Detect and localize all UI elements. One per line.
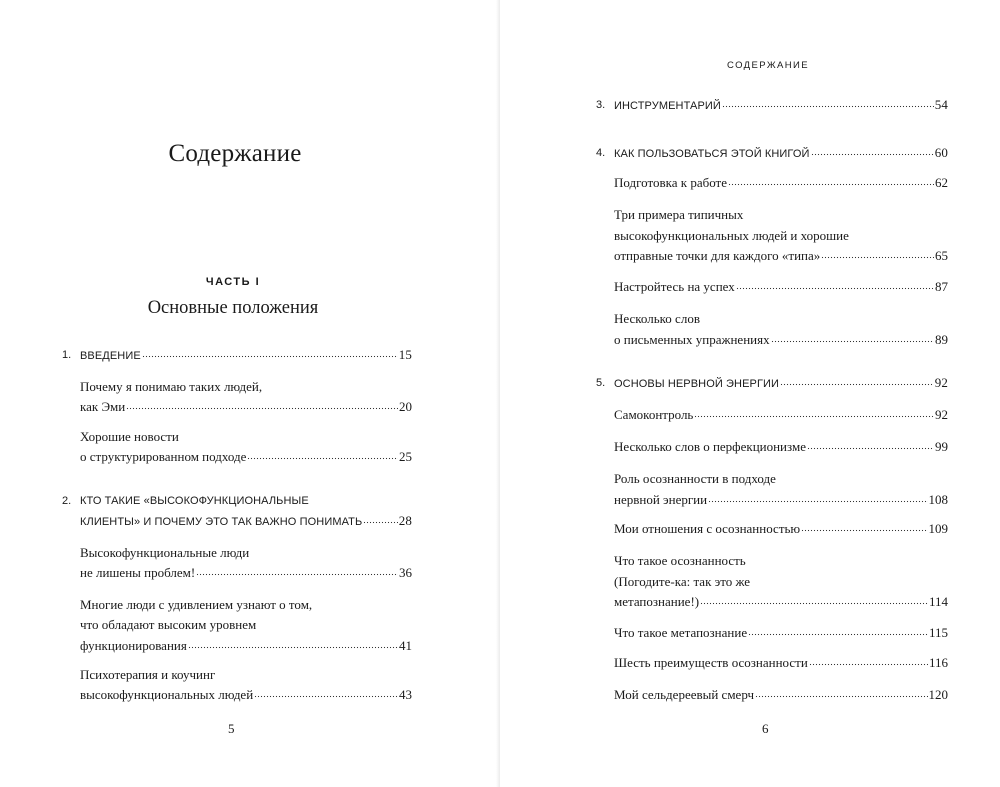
dot-leader	[736, 286, 934, 291]
dot-leader	[821, 255, 934, 260]
toc-entry-line: Психотерапия и коучинг	[80, 667, 216, 682]
dot-leader	[811, 152, 934, 157]
toc-page-number: 114	[928, 594, 948, 609]
toc-entry-line	[614, 654, 948, 672]
toc-entry-line: Несколько слов	[614, 311, 700, 326]
chapter-number: 1.	[62, 349, 72, 361]
toc-entry-title: Самоконтроль	[614, 407, 694, 422]
dot-leader	[247, 456, 398, 461]
dot-leader	[801, 528, 927, 533]
toc-entry-title: метапознание!)	[614, 594, 700, 609]
toc-page-number: 89	[935, 331, 948, 347]
toc-entry-title: о структурированном подходе	[80, 449, 247, 465]
toc-page-number: 62	[935, 175, 948, 190]
toc-entry-line	[80, 564, 412, 582]
toc-page-number: 60	[934, 145, 948, 160]
dot-leader	[700, 601, 928, 606]
toc-entry-line: что обладают высоким уровнем	[80, 617, 257, 633]
toc-entry-title: о письменных упражнениях	[614, 331, 770, 347]
dot-leader	[771, 339, 934, 344]
toc-entry-title: нервной энергии	[614, 491, 708, 507]
toc-entry-line	[80, 448, 412, 466]
toc-page-number: 116	[928, 655, 948, 670]
toc-page-number: 92	[934, 375, 948, 390]
chapter-number: 5.	[596, 377, 606, 389]
toc-page-number: 43	[399, 687, 412, 703]
toc-entry-line	[614, 686, 948, 704]
toc-page-number: 36	[399, 565, 412, 581]
toc-entry-title: ОСНОВЫ НЕРВНОЙ ЭНЕРГИИ	[614, 378, 780, 390]
toc-chapter-line	[614, 374, 948, 392]
toc-entry-line: Хорошие новости	[80, 429, 179, 444]
right-page	[500, 0, 1000, 787]
dot-leader	[755, 694, 927, 699]
toc-entry-title: ВВЕДЕНИЕ	[80, 350, 141, 362]
chapter-number: 2.	[62, 495, 72, 507]
toc-page-number: 109	[928, 521, 948, 536]
toc-entry-title: как Эми	[80, 399, 126, 415]
toc-entry-line: (Погодите-ка: так это же	[614, 573, 751, 589]
toc-entry-line	[80, 686, 412, 704]
toc-page-number: 92	[935, 407, 948, 422]
dot-leader	[142, 354, 398, 359]
dot-leader	[694, 414, 934, 419]
toc-entry-line	[80, 398, 412, 416]
dot-leader	[780, 382, 934, 387]
running-header: СОДЕРЖАНИЕ	[727, 60, 809, 71]
toc-page-number: 65	[935, 248, 948, 263]
page-number-left: 5	[228, 721, 235, 736]
toc-chapter-line: КТО ТАКИЕ «ВЫСОКОФУНКЦИОНАЛЬНЫЕ	[80, 495, 309, 507]
part-label: ЧАСТЬ I	[205, 276, 261, 288]
dot-leader	[809, 662, 928, 667]
toc-entry-title: отправные точки для каждого «типа»	[614, 248, 821, 263]
toc-entry-line	[614, 624, 948, 642]
toc-entry-line	[614, 520, 948, 538]
dot-leader	[708, 499, 927, 504]
toc-entry-line: Многие люди с удивлением узнают о том,	[80, 597, 313, 612]
toc-entry-line	[614, 406, 948, 424]
toc-entry-title: КЛИЕНТЫ» И ПОЧЕМУ ЭТО ТАК ВАЖНО ПОНИМАТЬ	[80, 516, 363, 529]
toc-chapter-line	[80, 346, 412, 364]
toc-entry-title: Подготовка к работе	[614, 175, 727, 190]
dot-leader	[188, 645, 398, 650]
toc-entry-title: Несколько слов о перфекционизме	[614, 439, 806, 454]
page-number-right: 6	[762, 721, 769, 736]
dot-leader	[722, 104, 934, 109]
toc-entry-line	[614, 278, 948, 296]
dot-leader	[126, 406, 398, 411]
dot-leader	[363, 520, 397, 525]
toc-entry-line: Почему я понимаю таких людей,	[80, 379, 263, 394]
toc-entry-line	[614, 174, 948, 192]
toc-page-number: 99	[935, 439, 948, 454]
toc-entry-line: Три примера типичных	[614, 207, 744, 222]
toc-entry-line	[614, 331, 948, 349]
toc-page-number: 120	[928, 687, 948, 702]
toc-entry-line: Что такое осознанность	[614, 553, 746, 568]
toc-page-number: 54	[934, 97, 948, 112]
toc-entry-line	[614, 491, 948, 509]
toc-page-number: 25	[399, 449, 412, 465]
toc-entry-line: Роль осознанности в подходе	[614, 471, 776, 486]
toc-entry-title: Мой сельдереевый смерч	[614, 687, 755, 702]
toc-page-number: 41	[399, 637, 412, 653]
toc-chapter-line	[80, 512, 412, 530]
toc-entry-title: Настройтесь на успех	[614, 279, 735, 294]
toc-chapter-line	[614, 144, 948, 162]
dot-leader	[196, 572, 398, 577]
toc-entry-title: КАК ПОЛЬЗОВАТЬСЯ ЭТОЙ КНИГОЙ	[614, 148, 810, 160]
toc-heading: Содержание	[168, 140, 302, 167]
toc-entry-title: ИНСТРУМЕНТАРИЙ	[614, 100, 721, 112]
toc-entry-line	[80, 637, 412, 655]
toc-entry-title: функционирования	[80, 637, 187, 653]
dot-leader	[748, 632, 928, 637]
part-title: Основные положения	[147, 298, 319, 318]
toc-page-number: 28	[398, 513, 412, 529]
toc-entry-line	[614, 593, 948, 611]
toc-entry-title: Что такое метапознание	[614, 625, 748, 640]
toc-entry-line: высокофункциональных людей и хорошие	[614, 227, 849, 243]
toc-entry-title: высокофункциональных людей	[80, 687, 254, 703]
toc-entry-line	[614, 438, 948, 456]
toc-page-number: 87	[935, 279, 948, 294]
toc-chapter-line	[614, 96, 948, 114]
dot-leader	[728, 182, 934, 187]
chapter-number: 4.	[596, 147, 606, 159]
toc-page-number: 115	[928, 625, 948, 640]
toc-entry-title: Шесть преимуществ осознанности	[614, 655, 808, 670]
toc-entry-line	[614, 247, 948, 265]
chapter-number: 3.	[596, 99, 606, 111]
dot-leader	[254, 694, 398, 699]
toc-page-number: 15	[398, 347, 412, 362]
toc-entry-title: Мои отношения с осознанностью	[614, 521, 801, 536]
toc-page-number: 108	[928, 491, 948, 507]
dot-leader	[807, 446, 934, 451]
toc-page-number: 20	[399, 399, 412, 415]
toc-entry-line: Высокофункциональные люди	[80, 545, 250, 560]
toc-entry-title: не лишены проблем!	[80, 565, 196, 581]
